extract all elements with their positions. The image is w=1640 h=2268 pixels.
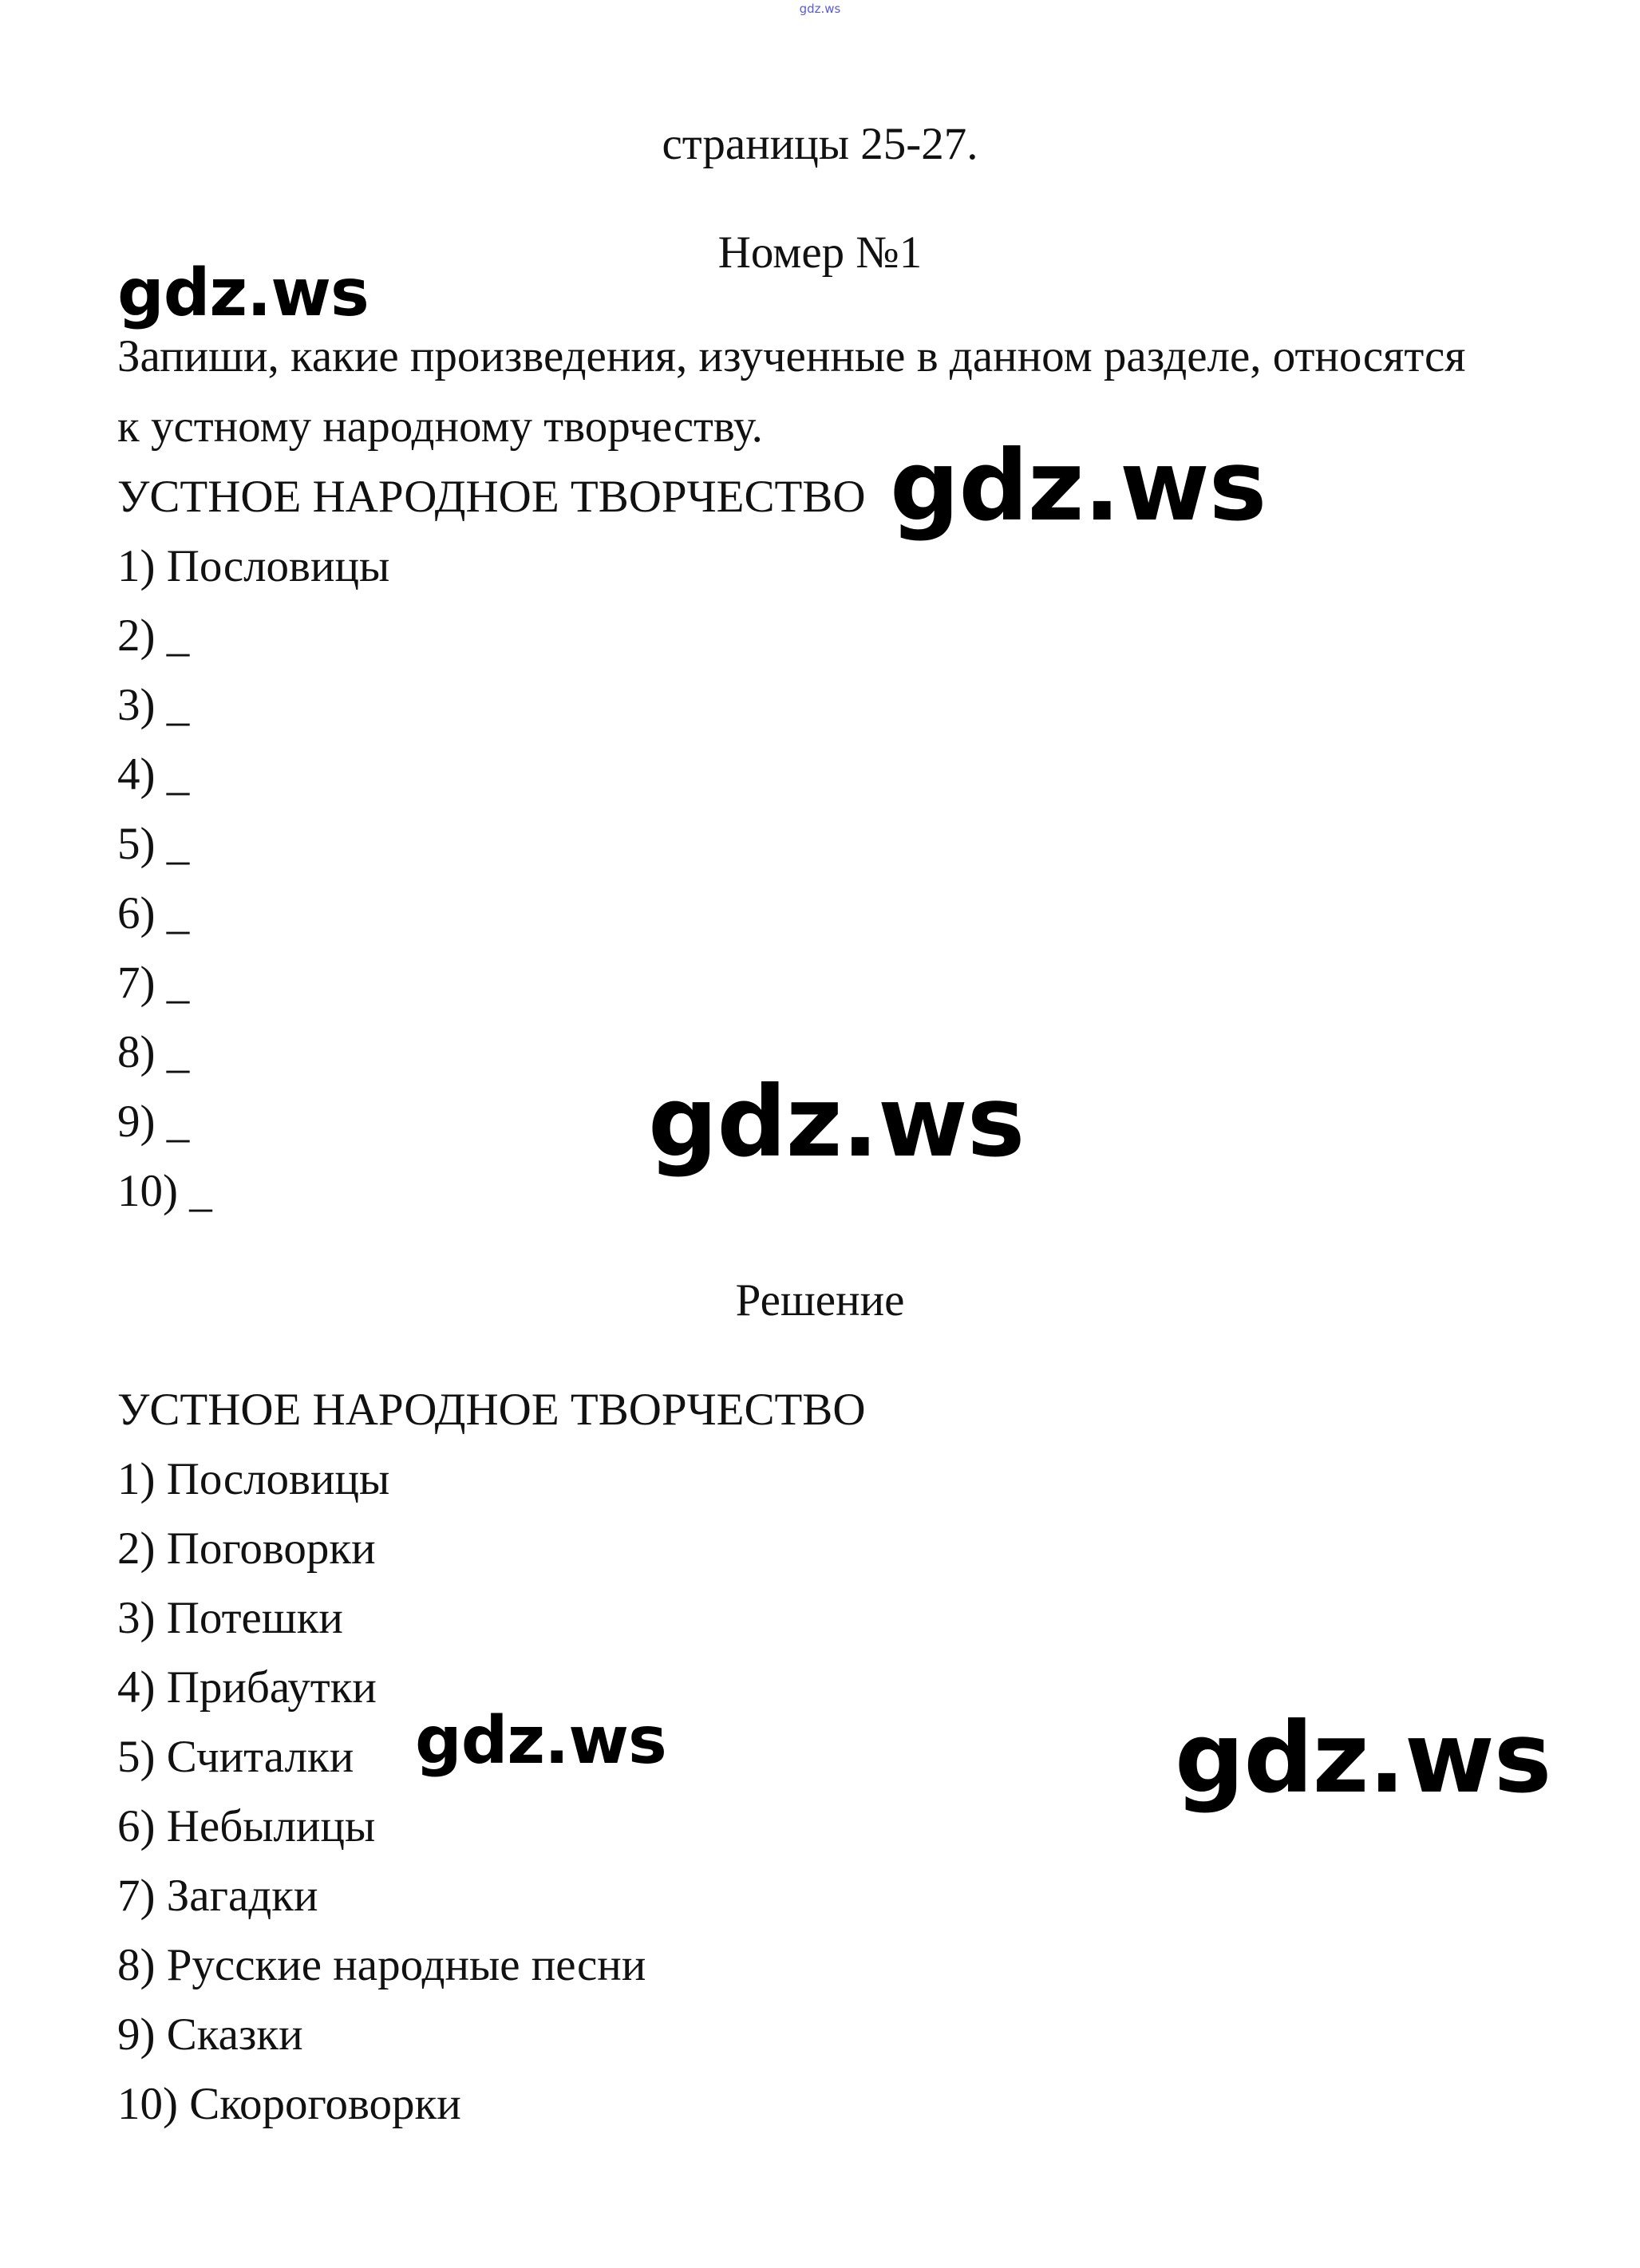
solution-item: 2) Поговорки — [117, 1523, 376, 1574]
watermark: gdz.ws — [117, 255, 369, 331]
solution-title: Решение — [735, 1275, 905, 1326]
site-mark: gdz.ws — [799, 2, 841, 16]
exercise-heading: УСТНОЕ НАРОДНОЕ ТВОРЧЕСТВО — [117, 472, 866, 522]
exercise-item: 7) _ — [117, 958, 190, 1008]
solution-item: 6) Небылицы — [117, 1801, 376, 1851]
solution-item: 3) Потешки — [117, 1593, 343, 1643]
exercise-item: 5) _ — [117, 819, 190, 869]
exercise-item: 9) _ — [117, 1096, 190, 1147]
watermark: gdz.ws — [1175, 1701, 1551, 1815]
solution-item: 7) Загадки — [117, 1871, 318, 1921]
exercise-item: 3) _ — [117, 680, 190, 730]
solution-item: 4) Прибаутки — [117, 1662, 377, 1713]
solution-item: 1) Пословицы — [117, 1454, 390, 1504]
solution-item: 9) Сказки — [117, 2009, 303, 2060]
watermark: gdz.ws — [415, 1703, 666, 1779]
task-number: Номер №1 — [717, 227, 923, 278]
exercise-item: 8) _ — [117, 1027, 190, 1077]
solution-item: 8) Русские народные песни — [117, 1940, 646, 1990]
exercise-item: 10) _ — [117, 1166, 212, 1216]
solution-heading: УСТНОЕ НАРОДНОЕ ТВОРЧЕСТВО — [117, 1385, 866, 1435]
exercise-item: 6) _ — [117, 888, 190, 938]
exercise-item: 2) _ — [117, 610, 190, 661]
watermark: gdz.ws — [890, 429, 1267, 543]
exercise-item: 1) Пословицы — [117, 541, 390, 591]
exercise-item: 4) _ — [117, 749, 190, 800]
task-text-line-2: к устному народному творчеству. — [117, 401, 763, 452]
solution-item: 10) Скороговорки — [117, 2079, 461, 2129]
solution-item: 5) Считалки — [117, 1732, 354, 1782]
watermark: gdz.ws — [648, 1065, 1025, 1179]
task-text-line-1: Запиши, какие произведения, изученные в данном разделе, относятся — [117, 331, 1466, 381]
pages-title: страницы 25-27. — [662, 119, 978, 169]
